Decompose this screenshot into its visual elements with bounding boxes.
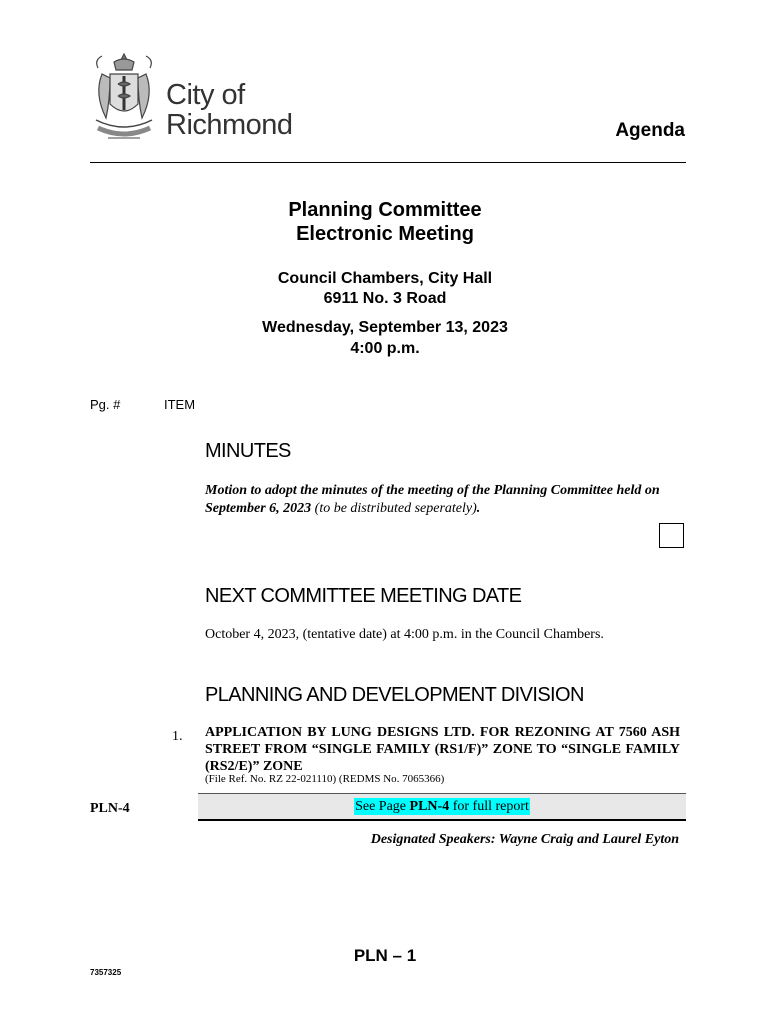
motion-text: Motion to adopt the minutes of the meeting of the Planning Committee held on September 6, 2023 xyxy=(205,483,660,516)
page-number: PLN – 1 xyxy=(353,946,417,965)
minutes-motion xyxy=(205,482,690,518)
meeting-subtitle: Electronic Meeting xyxy=(296,223,474,245)
section-heading-next-meeting: NEXT COMMITTEE MEETING DATE xyxy=(205,585,522,607)
agenda-item-file-ref: (File Ref. No. RZ 22-021110) (REDMS No. 7065366) xyxy=(205,773,445,785)
meeting-date: Wednesday, September 13, 2023 xyxy=(262,319,508,336)
meeting-title: Planning Committee xyxy=(288,199,482,221)
motion-end: . xyxy=(476,501,481,516)
meeting-location: Council Chambers, City Hall xyxy=(277,270,493,287)
header-divider xyxy=(90,162,686,163)
designated-speakers: Designated Speakers: Wayne Craig and Laurel Eyton xyxy=(370,832,679,847)
section-heading-planning: PLANNING AND DEVELOPMENT DIVISION xyxy=(205,684,584,706)
document-id: 7357325 xyxy=(90,968,122,977)
meeting-address: 6911 No. 3 Road xyxy=(323,290,447,307)
column-header-page: Pg. # xyxy=(90,397,121,412)
see-page-link[interactable] xyxy=(354,798,530,815)
document-type: Agenda xyxy=(615,120,685,141)
city-logo-text xyxy=(166,80,293,140)
see-page-prefix: See Page xyxy=(355,799,410,814)
city-crest-icon xyxy=(88,50,160,148)
motion-checkbox[interactable] xyxy=(659,523,684,548)
motion-note: (to be distributed seperately) xyxy=(311,501,477,516)
see-page-suffix: for full report xyxy=(449,799,529,814)
section-heading-minutes: MINUTES xyxy=(205,440,291,462)
agenda-item-page-ref: PLN-4 xyxy=(90,801,130,816)
logo-line-2: Richmond xyxy=(166,109,293,141)
next-meeting-text: October 4, 2023, (tentative date) at 4:00 p.m. in the Council Chambers. xyxy=(205,627,604,642)
agenda-item-title: APPLICATION BY LUNG DESIGNS LTD. FOR REZONING AT 7560 ASH STREET FROM “SINGLE FAMILY (RS1/F)” ZONE TO “SINGLE FAMILY (RS2/E)” ZONE xyxy=(205,725,680,774)
column-header-item: ITEM xyxy=(164,397,196,412)
meeting-time: 4:00 p.m. xyxy=(350,340,420,357)
see-page-ref: PLN-4 xyxy=(409,799,450,814)
see-page-bar xyxy=(198,793,686,821)
agenda-item-number: 1. xyxy=(172,729,183,744)
logo-line-1: City of xyxy=(166,79,245,111)
